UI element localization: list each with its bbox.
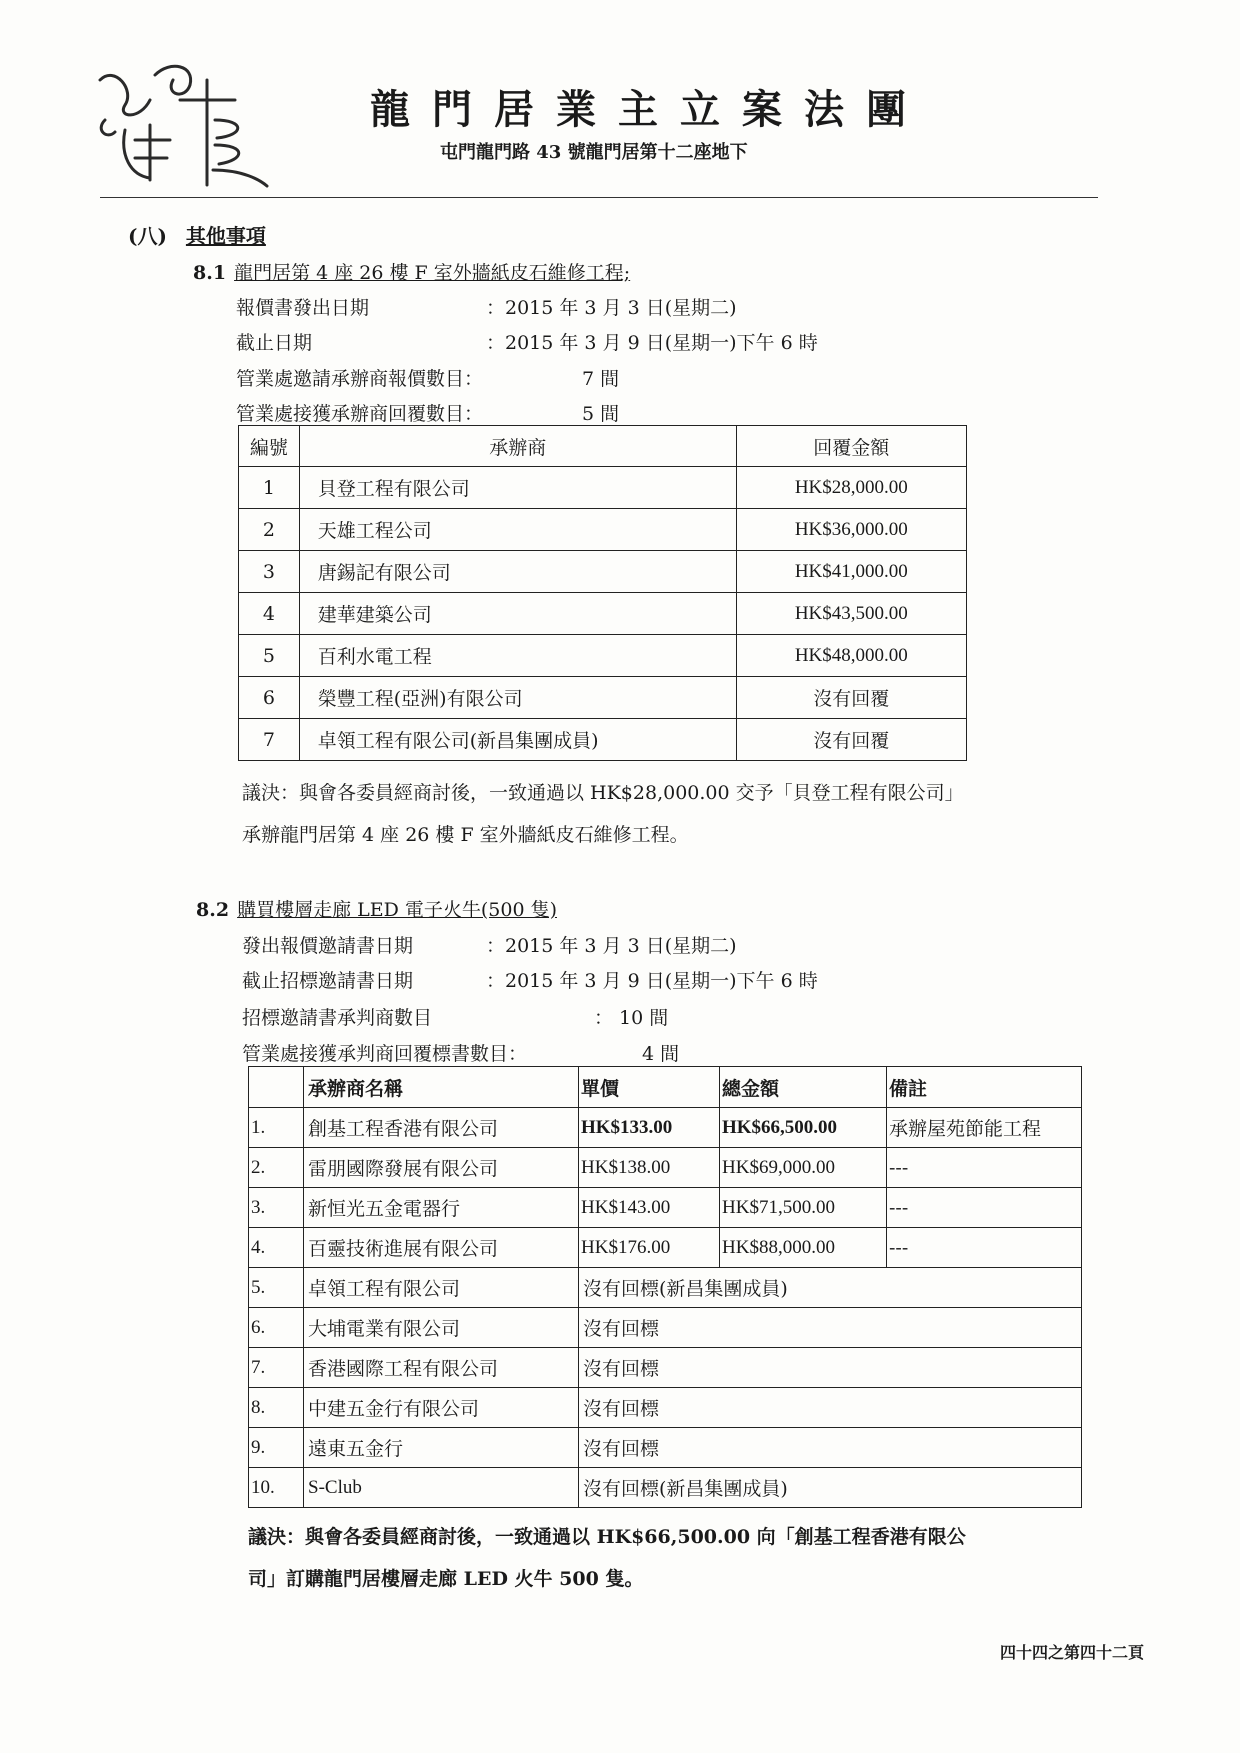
quotation-table-8-1	[238, 425, 967, 761]
info-value: ：2015 年 3 月 9 日(星期一)下午 6 時	[486, 970, 818, 992]
table-row	[239, 509, 967, 551]
row-number: 1	[239, 467, 300, 509]
contractor-name: 天雄工程公司	[299, 509, 736, 551]
contractor-name: 雷朋國際發展有限公司	[304, 1148, 579, 1188]
no-reply-status: 沒有回標(新昌集團成員)	[579, 1268, 1082, 1308]
row-number: 8.	[249, 1388, 304, 1428]
section-title: 其他事項	[185, 224, 266, 248]
contractor-name: 創基工程香港有限公司	[304, 1108, 579, 1148]
item-title-text: 龍門居第 4 座 26 樓 F 室外牆紙皮石維修工程;	[234, 262, 631, 284]
info-row	[242, 1039, 942, 1069]
no-reply-status: 沒有回標	[579, 1348, 1082, 1388]
header-cell: 總金額	[720, 1067, 887, 1108]
row-number: 7	[239, 719, 300, 761]
remark: ---	[887, 1148, 1082, 1188]
tender-table-8-2	[248, 1066, 1082, 1508]
row-number: 3	[239, 551, 300, 593]
unit-price: HK$138.00	[579, 1148, 720, 1188]
section-number: (八)	[128, 224, 167, 248]
info-row	[236, 364, 936, 394]
total-amount: HK$71,500.00	[720, 1188, 887, 1228]
unit-price: HK$133.00	[579, 1108, 720, 1148]
header-cell: 編號	[239, 426, 300, 467]
quote-amount: 沒有回覆	[736, 677, 966, 719]
table-row	[239, 467, 967, 509]
table-row	[239, 551, 967, 593]
info-row	[236, 328, 936, 358]
row-number: 4	[239, 593, 300, 635]
no-reply-status: 沒有回標	[579, 1308, 1082, 1348]
row-number: 1.	[249, 1108, 304, 1148]
table-row	[249, 1468, 1082, 1508]
info-label: 發出報價邀請書日期	[242, 935, 414, 957]
contractor-name: S-Club	[304, 1468, 579, 1508]
table-row	[249, 1228, 1082, 1268]
contractor-name: 榮豐工程(亞洲)有限公司	[299, 677, 736, 719]
remark: 承辦屋苑節能工程	[887, 1108, 1082, 1148]
header-divider	[100, 197, 1098, 198]
resolution-8-1	[242, 772, 964, 856]
table-row	[239, 635, 967, 677]
organization-name: 龍門居業主立案法團	[370, 86, 928, 133]
no-reply-status: 沒有回標	[579, 1388, 1082, 1428]
contractor-name: 香港國際工程有限公司	[304, 1348, 579, 1388]
row-number: 5	[239, 635, 300, 677]
contractor-name: 卓領工程有限公司(新昌集團成員)	[299, 719, 736, 761]
table-row	[249, 1348, 1082, 1388]
table-row	[249, 1148, 1082, 1188]
row-number: 6	[239, 677, 300, 719]
unit-price: HK$176.00	[579, 1228, 720, 1268]
remark: ---	[887, 1188, 1082, 1228]
remark: ---	[887, 1228, 1082, 1268]
info-row	[242, 931, 942, 961]
no-reply-status: 沒有回標	[579, 1428, 1082, 1468]
quote-amount: HK$43,500.00	[736, 593, 966, 635]
table-row	[239, 677, 967, 719]
total-amount: HK$66,500.00	[720, 1108, 887, 1148]
header-cell: 承辦商	[299, 426, 736, 467]
info-value: ： 10 間	[594, 1007, 669, 1029]
info-label: 管業處接獲承辦商回覆數目：	[236, 403, 484, 425]
contractor-name: 中建五金行有限公司	[304, 1388, 579, 1428]
contractor-name: 大埔電業有限公司	[304, 1308, 579, 1348]
item-number: 8.2	[196, 899, 230, 921]
item-title-text: 購買樓層走廊 LED 電子火牛(500 隻)	[237, 899, 557, 921]
resolution-line: 司」訂購龍門居樓層走廊 LED 火牛 500 隻。	[248, 1568, 644, 1590]
row-number: 2	[239, 509, 300, 551]
row-number: 4.	[249, 1228, 304, 1268]
resolution-8-2	[248, 1516, 966, 1600]
table-row	[249, 1388, 1082, 1428]
row-number: 10.	[249, 1468, 304, 1508]
table-row	[249, 1188, 1082, 1228]
info-label: 管業處邀請承辦商報價數目：	[236, 368, 484, 390]
item-number: 8.1	[193, 262, 227, 284]
row-number: 5.	[249, 1268, 304, 1308]
quote-amount: HK$28,000.00	[736, 467, 966, 509]
table-header-row	[239, 426, 967, 467]
table-header-row	[249, 1067, 1082, 1108]
quote-amount: HK$48,000.00	[736, 635, 966, 677]
info-row	[236, 293, 936, 323]
contractor-name: 貝登工程有限公司	[299, 467, 736, 509]
info-label: 報價書發出日期	[236, 297, 370, 319]
page-number: 四十四之第四十二頁	[1000, 1643, 1145, 1662]
table-row	[239, 719, 967, 761]
info-label: 截止招標邀請書日期	[242, 970, 414, 992]
organization-address: 屯門龍門路 43 號龍門居第十二座地下	[440, 142, 748, 163]
row-number: 2.	[249, 1148, 304, 1188]
table-row	[249, 1308, 1082, 1348]
contractor-name: 百利水電工程	[299, 635, 736, 677]
header-cell: 備註	[887, 1067, 1082, 1108]
dragon-logo-icon	[95, 60, 270, 190]
info-value: 5 間	[582, 403, 620, 425]
info-row	[242, 1003, 942, 1033]
total-amount: HK$88,000.00	[720, 1228, 887, 1268]
header-cell: 單價	[579, 1067, 720, 1108]
info-value: ：2015 年 3 月 9 日(星期一)下午 6 時	[486, 332, 818, 354]
info-label: 管業處接獲承判商回覆標書數目：	[242, 1043, 528, 1065]
row-number: 9.	[249, 1428, 304, 1468]
info-label: 招標邀請書承判商數目	[242, 1007, 433, 1029]
header-cell: 回覆金額	[736, 426, 966, 467]
row-number: 3.	[249, 1188, 304, 1228]
contractor-name: 遠東五金行	[304, 1428, 579, 1468]
row-number: 7.	[249, 1348, 304, 1388]
unit-price: HK$143.00	[579, 1188, 720, 1228]
item-8-1-title	[193, 258, 630, 285]
quote-amount: HK$41,000.00	[736, 551, 966, 593]
info-label: 截止日期	[236, 332, 313, 354]
table-row	[249, 1268, 1082, 1308]
no-reply-status: 沒有回標(新昌集團成員)	[579, 1468, 1082, 1508]
quote-amount: 沒有回覆	[736, 719, 966, 761]
contractor-name: 百靈技術進展有限公司	[304, 1228, 579, 1268]
total-amount: HK$69,000.00	[720, 1148, 887, 1188]
section-heading	[128, 220, 266, 249]
resolution-line: 議決：與會各委員經商討後，一致通過以 HK$28,000.00 交予「貝登工程有限公司」	[242, 782, 964, 804]
contractor-name: 建華建築公司	[299, 593, 736, 635]
contractor-name: 卓領工程有限公司	[304, 1268, 579, 1308]
info-value: ：2015 年 3 月 3 日(星期二)	[486, 297, 737, 319]
item-8-2-title	[196, 895, 557, 922]
table-row	[249, 1428, 1082, 1468]
table-row	[249, 1108, 1082, 1148]
row-number: 6.	[249, 1308, 304, 1348]
table-row	[239, 593, 967, 635]
header-cell: 承辦商名稱	[304, 1067, 579, 1108]
quote-amount: HK$36,000.00	[736, 509, 966, 551]
info-value: ：2015 年 3 月 3 日(星期二)	[486, 935, 737, 957]
resolution-line: 承辦龍門居第 4 座 26 樓 F 室外牆紙皮石維修工程。	[242, 824, 689, 846]
info-row	[242, 966, 942, 996]
contractor-name: 唐錫記有限公司	[299, 551, 736, 593]
header-cell	[249, 1067, 304, 1108]
resolution-line: 議決：與會各委員經商討後，一致通過以 HK$66,500.00 向「創基工程香港有限公	[248, 1526, 966, 1548]
info-value: 4 間	[642, 1043, 680, 1065]
contractor-name: 新恒光五金電器行	[304, 1188, 579, 1228]
info-value: 7 間	[582, 368, 620, 390]
